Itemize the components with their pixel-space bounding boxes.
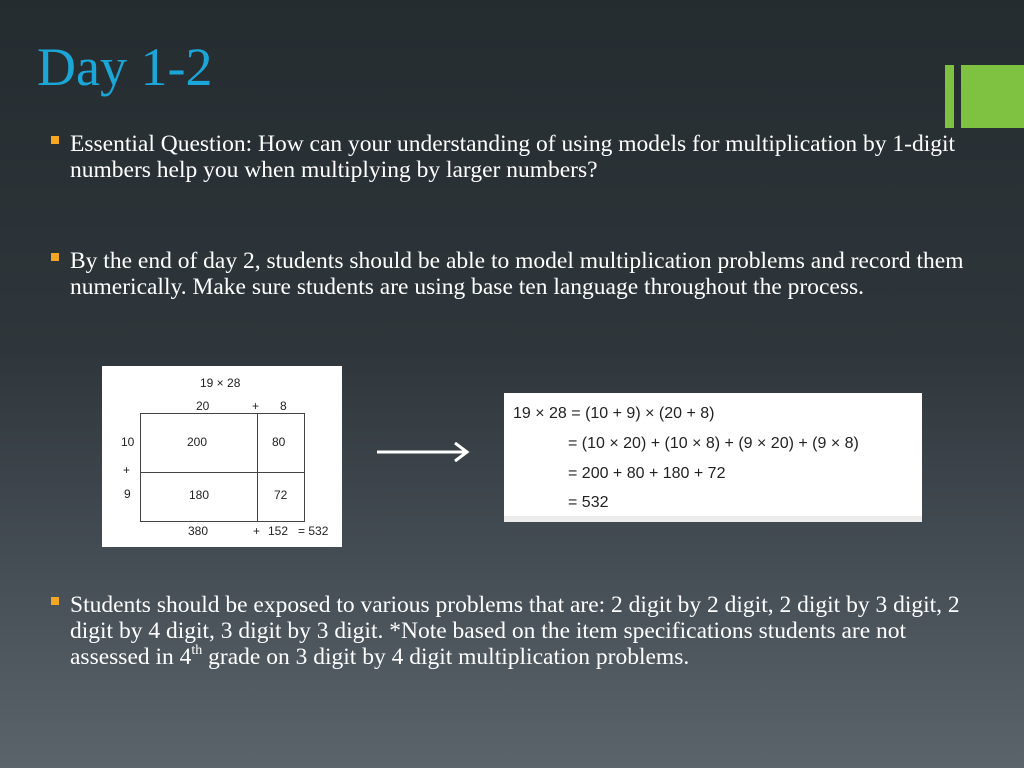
area-model-divider-v — [257, 413, 258, 522]
area-model-divider-h — [140, 472, 305, 473]
area-model-sum-left: 380 — [188, 524, 209, 538]
area-model-top-right: 8 — [280, 399, 287, 413]
area-model-image — [102, 366, 342, 547]
bullet-marker — [51, 597, 59, 605]
right-arrow-icon — [375, 440, 471, 464]
equation-image — [504, 393, 922, 522]
area-model-cell-tl: 200 — [187, 435, 208, 449]
bullet-exposure-note — [70, 592, 970, 670]
bullet-marker — [51, 253, 59, 261]
area-model-top-plus: + — [252, 399, 260, 413]
area-model-problem: 19 × 28 — [200, 376, 241, 390]
area-model-sum-plus: + — [253, 524, 261, 538]
area-model-side-plus: + — [123, 463, 131, 477]
ordinal-superscript: th — [191, 643, 203, 659]
accent-bar-thin — [945, 65, 954, 128]
area-model-top-left: 20 — [196, 399, 210, 413]
area-model-sum-right: 152 — [268, 524, 289, 538]
accent-bar-thick — [961, 65, 1024, 128]
area-model-cell-br: 72 — [274, 488, 288, 502]
equation-bottom-band — [504, 516, 922, 522]
bullet-marker — [51, 136, 59, 144]
area-model-box — [140, 413, 305, 522]
area-model-side-bottom: 9 — [124, 487, 131, 501]
area-model-sum-total: = 532 — [298, 524, 329, 538]
bullet-text: By the end of day 2, students should be able to model multiplication problems and record them numerically. Make sure students are using base ten language throughout the process. — [70, 248, 964, 300]
bullet-text: Essential Question: How can your understanding of using models for multiplication by 1-digit numbers help you when multiplying by larger numbers? — [70, 131, 956, 183]
area-model-side-top: 10 — [121, 435, 135, 449]
area-model-cell-bl: 180 — [189, 488, 210, 502]
equation-line-1: 19 × 28 = (10 + 9) × (20 + 8) — [513, 405, 715, 422]
area-model-cell-tr: 80 — [272, 435, 286, 449]
bullet-text-part1: Students should be exposed to various problems that are: 2 digit by 2 digit, 2 digit by 3 digit, 2 digit by 4 digit, 3 digit by 3 digit. *Note based on the item specifications students are not assessed in 4 — [70, 592, 960, 670]
bullet-essential-question — [70, 131, 970, 183]
equation-line-4: = 532 — [568, 494, 609, 511]
equation-line-3: = 200 + 80 + 180 + 72 — [568, 465, 726, 482]
slide-title: Day 1-2 — [37, 37, 213, 97]
bullet-text-part2: grade on 3 digit by 4 digit multiplication problems. — [202, 644, 690, 670]
bullet-end-of-day — [70, 248, 970, 300]
equation-line-2: = (10 × 20) + (10 × 8) + (9 × 20) + (9 × 8) — [568, 435, 859, 452]
